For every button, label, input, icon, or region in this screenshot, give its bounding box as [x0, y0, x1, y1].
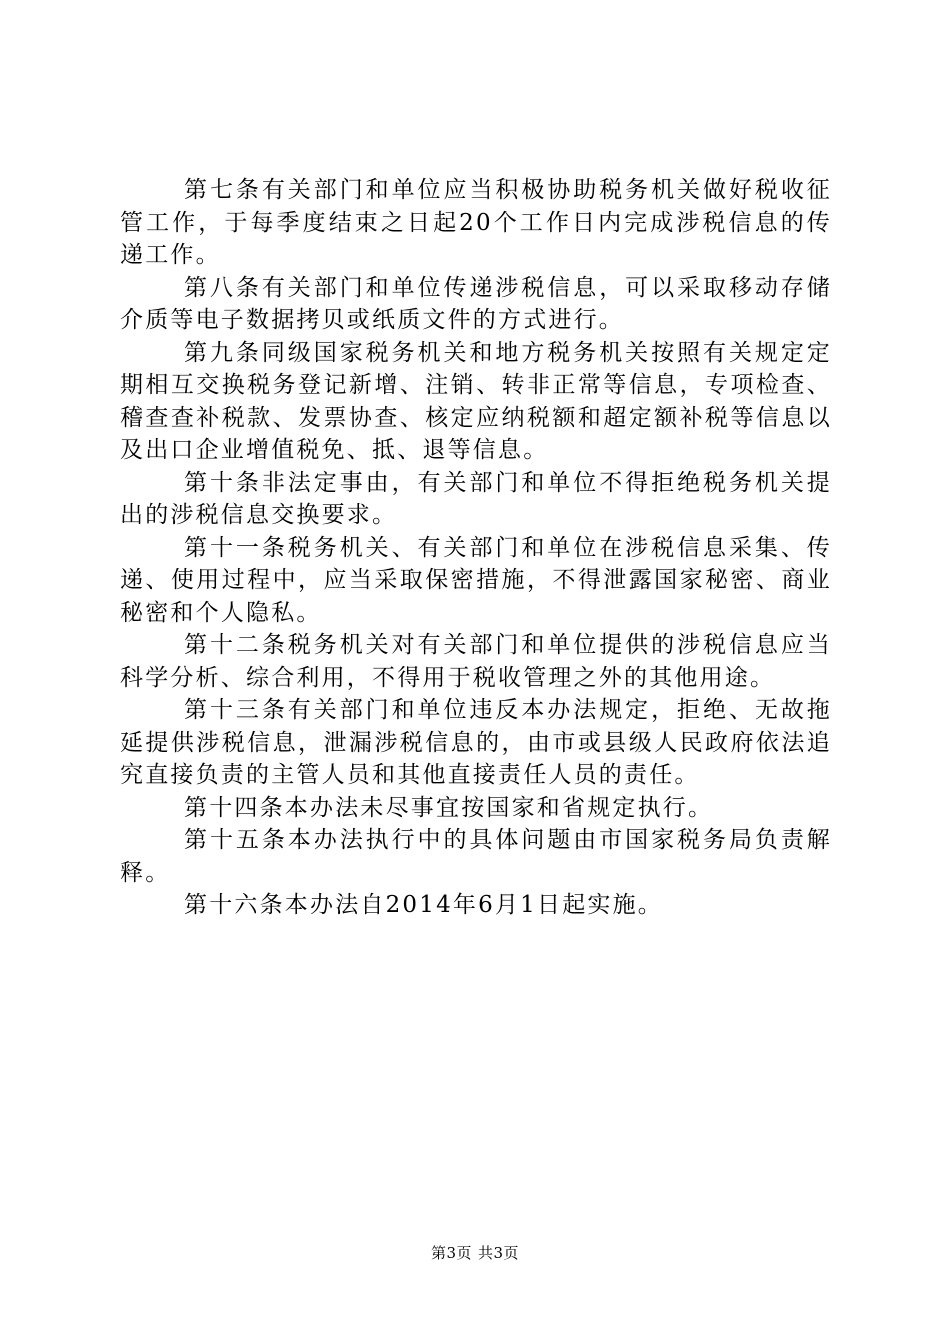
article-7-paragraph: 第七条有关部门和单位应当积极协助税务机关做好税收征管工作，于每季度结束之日起20个工作日内完成涉税信息的传递工作。 — [120, 177, 832, 268]
article-8-paragraph: 第八条有关部门和单位传递涉税信息，可以采取移动存储介质等电子数据拷贝或纸质文件的方式进行。 — [120, 274, 832, 333]
article-12-paragraph: 第十二条税务机关对有关部门和单位提供的涉税信息应当科学分析、综合利用，不得用于税收管理之外的其他用途。 — [120, 632, 832, 691]
article-10-paragraph: 第十条非法定事由，有关部门和单位不得拒绝税务机关提出的涉税信息交换要求。 — [120, 469, 832, 528]
article-11-paragraph: 第十一条税务机关、有关部门和单位在涉税信息采集、传递、使用过程中，应当采取保密措施，不得泄露国家秘密、商业秘密和个人隐私。 — [120, 534, 832, 626]
page-total: 共3页 — [478, 1244, 520, 1262]
article-9-paragraph: 第九条同级国家税务机关和地方税务机关按照有关规定定期相互交换税务登记新增、注销、转非正常等信息，专项检查、稽查查补税款、发票协查、核定应纳税额和超定额补税等信息以及出口企业增值税免、抵、退等信息。 — [120, 339, 832, 463]
article-14-paragraph: 第十四条本办法未尽事宜按国家和省规定执行。 — [184, 794, 714, 821]
article-15-paragraph: 第十五条本办法执行中的具体问题由市国家税务局负责解释。 — [120, 827, 832, 886]
page-number: 第3页 — [430, 1244, 472, 1262]
page-footer — [0, 1243, 950, 1263]
article-13-paragraph: 第十三条有关部门和单位违反本办法规定，拒绝、无故拖延提供涉税信息，泄漏涉税信息的，由市或县级人民政府依法追究直接负责的主管人员和其他直接责任人员的责任。 — [120, 697, 832, 788]
document-body — [120, 174, 832, 922]
article-16-paragraph: 第十六条本办法自2014年6月1日起实施。 — [184, 892, 663, 918]
